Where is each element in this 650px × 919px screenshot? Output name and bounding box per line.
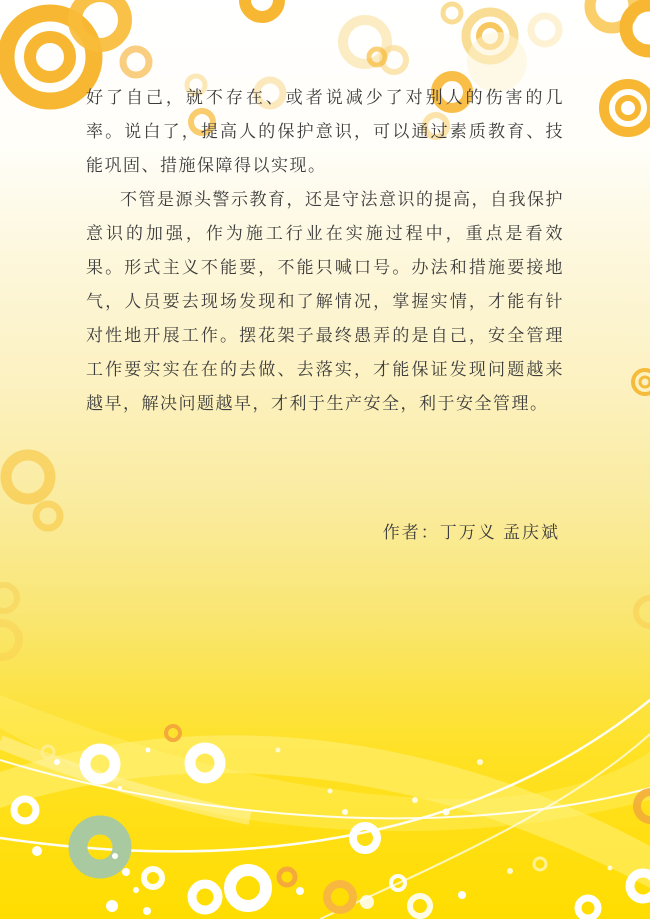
paragraph-continuation: 好了自己，就不存在、或者说减少了对别人的伤害的几率。说白了，提高人的保护意识，可以通过素质教育、技能巩固、措施保障得以实现。: [86, 88, 564, 175]
author-line: 作者：丁万义 孟庆斌: [382, 523, 560, 542]
document-body: [86, 81, 564, 542]
paragraph-main: 不管是源头警示教育，还是守法意识的提高，自我保护意识的加强，作为施工行业在实施过程中，重点是看效果。形式主义不能要，不能只喊口号。办法和措施要接地气，人员要去现场发现和了解情况，掌握实情，才能有针对性地开展工作。摆花架子最终愚弄的是自己，安全管理工作要实实在在的去做、去落实，才能保证发现问题越来越早，解决问题越早，才利于生产安全，利于安全管理。: [86, 190, 564, 413]
